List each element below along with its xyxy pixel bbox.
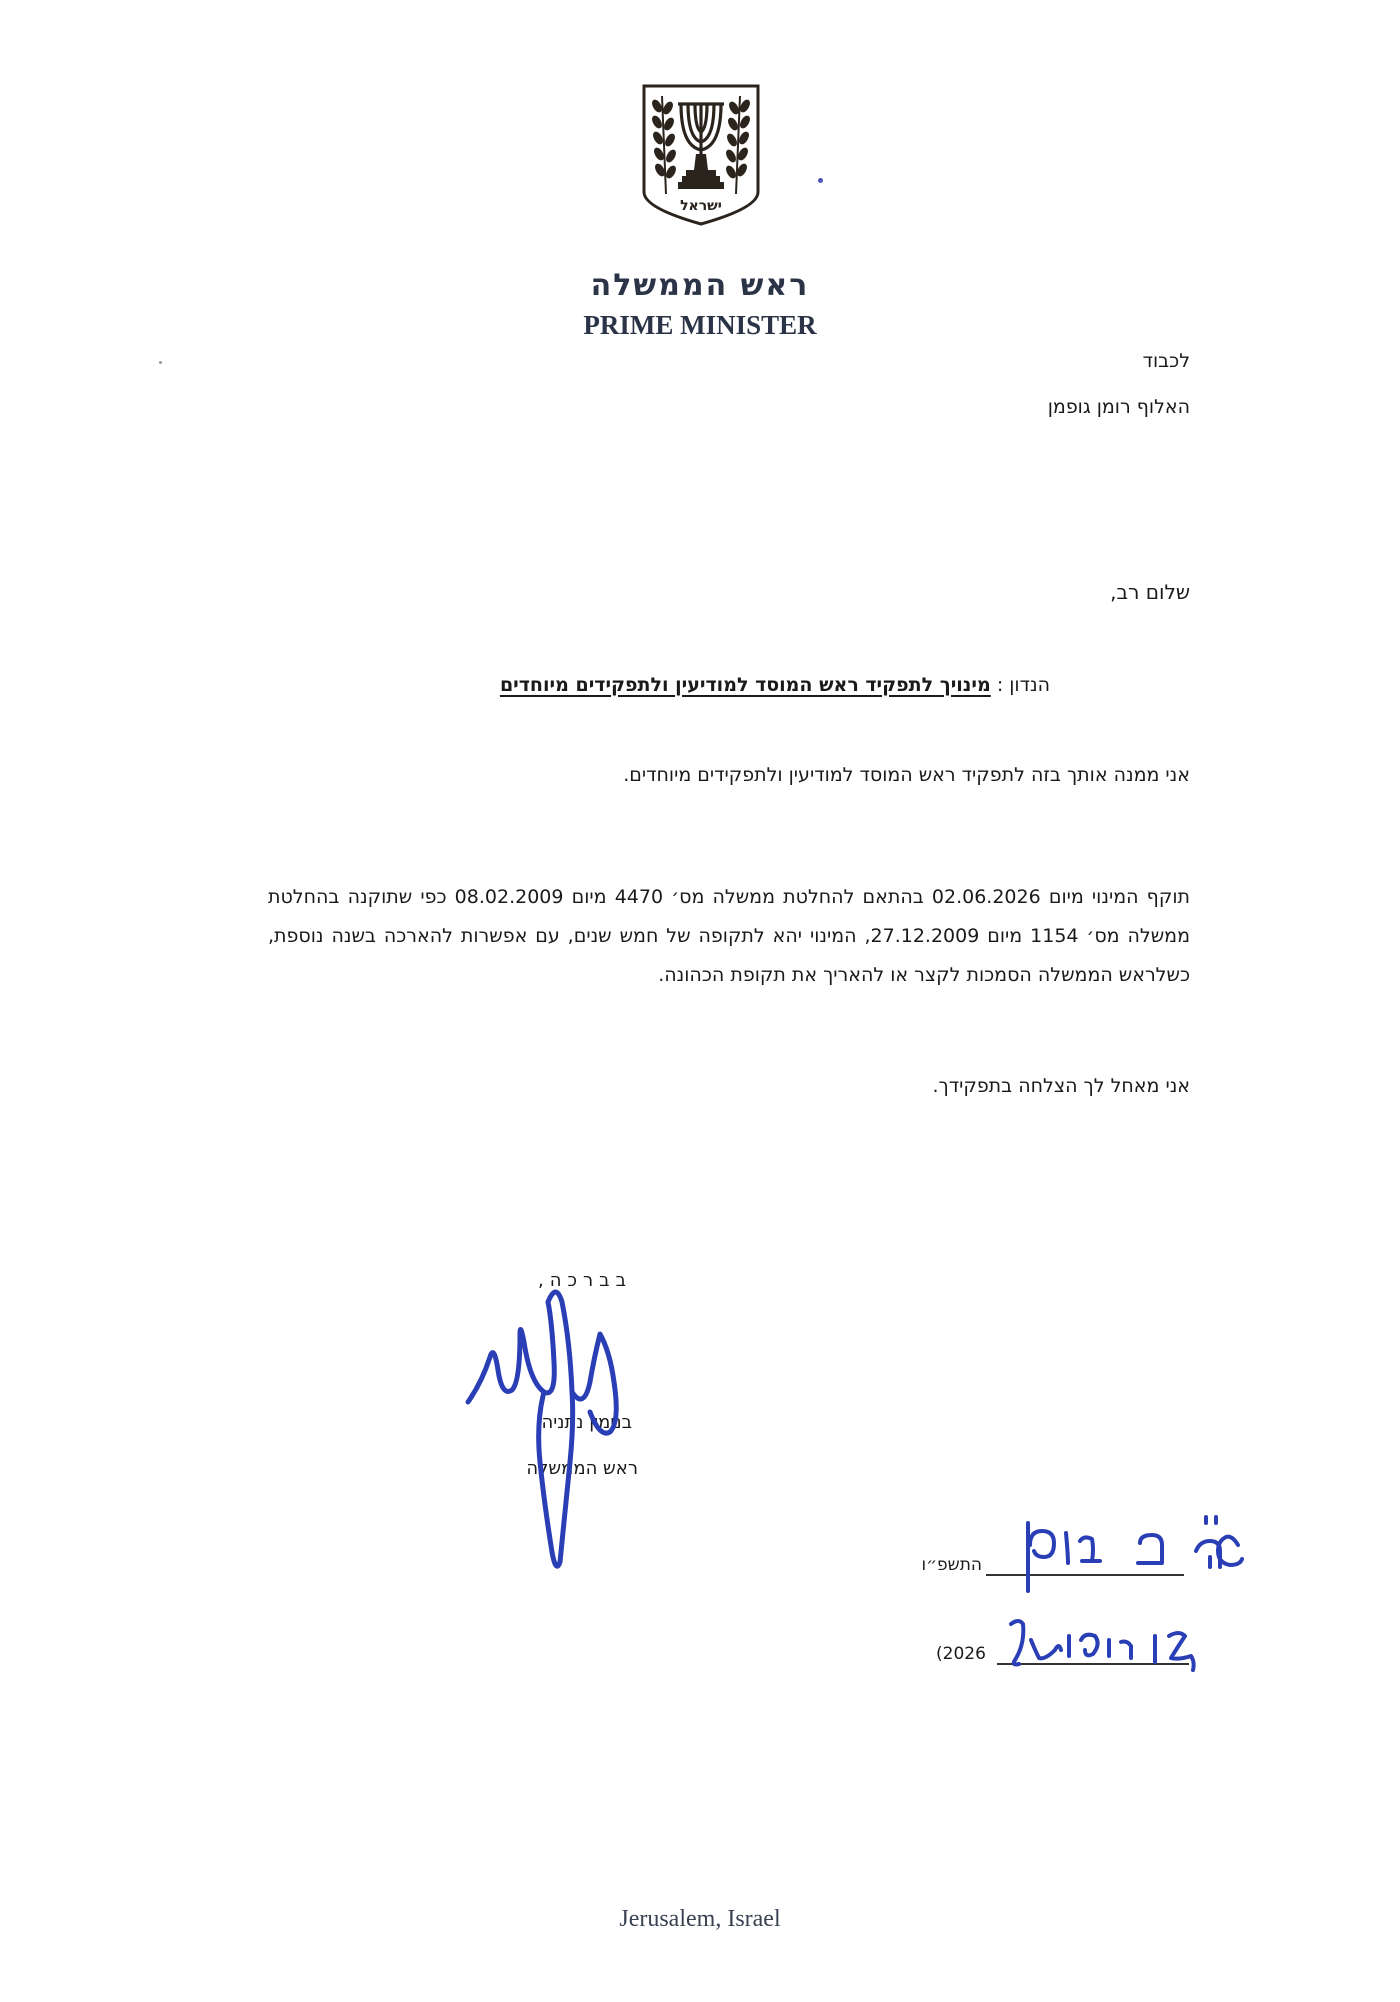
svg-text:ישראל: ישראל [680,198,722,214]
office-title-english: PRIME MINISTER [583,310,817,340]
hebrew-year: התשפ״ו [921,1555,982,1575]
body-paragraph-3: אני מאחל לך הצלחה בתפקידך. [932,1075,1190,1097]
scan-speck [159,361,162,364]
subject-line [500,674,1050,696]
recipient-label: לכבוד [1142,350,1190,372]
office-title-hebrew: ראש הממשלה [590,268,810,303]
closing-salutation: בברכה, [538,1270,632,1291]
hebrew-date-handwritten [1020,1505,1250,1595]
subject-label: הנדון : [996,674,1050,696]
body-paragraph-2: תוקף המינוי מיום 02.06.2026 בהתאם להחלטת ממשלה מס׳ 4470 מיום 08.02.2009 כפי שתוקנה בהחלטת ממשלה מס׳ 1154 מיום 27.12.2009, המינוי יהא לתקופה של חמש שנים, עם אפשרות להארכה בשנה נוספת, כשלראש הממשלה הסמכות לקצר או להאריך את תקופת הכהונה. [268,886,1190,986]
handwritten-signature-icon [460,1262,650,1574]
state-emblem-icon [640,82,762,228]
footer-location: Jerusalem, Israel [619,1906,781,1932]
signer-title: ראש הממשלה [526,1458,638,1479]
ink-dot [818,178,823,183]
gregorian-year: (2026 [936,1644,986,1664]
signer-name: בנימין נתניהו [536,1412,632,1433]
body-paragraph-1: אני ממנה אותך בזה לתפקיד ראש המוסד למודיעין ולתפקידים מיוחדים. [623,764,1190,786]
subject-text: מינויך לתפקיד ראש המוסד למודיעין ולתפקידים מיוחדים [499,674,991,696]
greeting: שלום רב, [1110,580,1190,604]
gregorian-date-handwritten [1005,1610,1205,1680]
recipient-name: האלוף רומן גופמן [1047,396,1190,418]
